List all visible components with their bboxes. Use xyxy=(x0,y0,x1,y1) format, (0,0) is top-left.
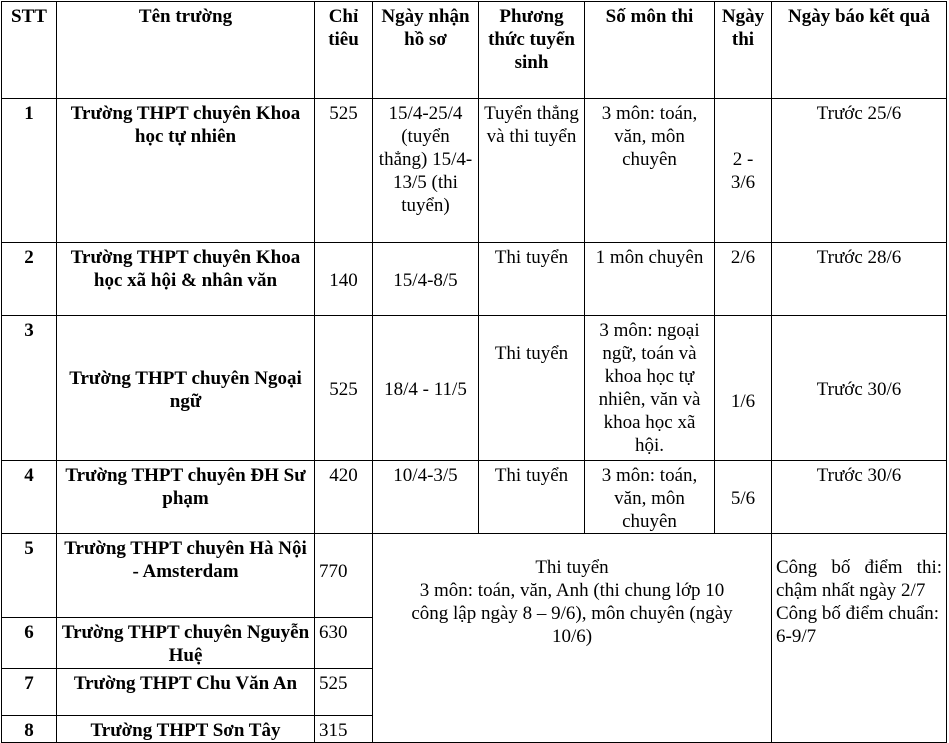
row-stt: 8 xyxy=(2,716,57,743)
header-exam-date: Ngày thi xyxy=(715,2,772,99)
row-school: Trường THPT chuyên Khoa học xã hội & nhân văn xyxy=(57,243,315,316)
merged-method-subjects xyxy=(373,534,772,743)
header-method: Phương thức tuyển sinh xyxy=(479,2,585,99)
row-stt: 3 xyxy=(2,316,57,461)
row-school: Trường THPT chuyên ĐH Sư phạm xyxy=(57,461,315,534)
row-quota: 630 xyxy=(315,618,373,669)
header-result-date: Ngày báo kết quả xyxy=(772,2,947,99)
merged-result-line1: Công bố điểm thi: chậm nhất ngày 2/7 xyxy=(776,557,942,601)
header-dates: Ngày nhận hồ sơ xyxy=(373,2,479,99)
admission-table xyxy=(1,1,947,743)
row-quota: 525 xyxy=(315,669,373,716)
row-dates: 10/4-3/5 xyxy=(373,461,479,534)
row-school: Trường THPT chuyên Khoa học tự nhiên xyxy=(57,99,315,243)
merged-result-line2: Công bố điểm chuẩn: 6-9/7 xyxy=(776,603,940,647)
row-method: Thi tuyển xyxy=(479,243,585,316)
row-subjects: 1 môn chuyên xyxy=(585,243,715,316)
header-row xyxy=(2,2,947,99)
row-result-date: Trước 30/6 xyxy=(772,461,947,534)
table-row xyxy=(2,316,947,461)
row-stt: 2 xyxy=(2,243,57,316)
row-method: Tuyển thẳng và thi tuyển xyxy=(479,99,585,243)
row-exam-date: 1/6 xyxy=(715,316,772,461)
row-exam-date: 2/6 xyxy=(715,243,772,316)
row-school: Trường THPT chuyên Hà Nội - Amsterdam xyxy=(57,534,315,618)
row-school: Trường THPT Chu Văn An xyxy=(57,669,315,716)
table-row xyxy=(2,461,947,534)
row-subjects: 3 môn: toán, văn, môn chuyên xyxy=(585,99,715,243)
table-row xyxy=(2,99,947,243)
row-stt: 1 xyxy=(2,99,57,243)
row-subjects: 3 môn: ngoại ngữ, toán và khoa học tự nhiên, văn và khoa học xã hội. xyxy=(585,316,715,461)
row-method: Thi tuyển xyxy=(479,461,585,534)
row-exam-date: 5/6 xyxy=(715,461,772,534)
row-stt: 5 xyxy=(2,534,57,618)
row-quota: 315 xyxy=(315,716,373,743)
merged-method: Thi tuyển xyxy=(535,557,609,578)
row-stt: 7 xyxy=(2,669,57,716)
row-exam-date: 2 - 3/6 xyxy=(715,99,772,243)
row-dates: 15/4-8/5 xyxy=(373,243,479,316)
header-stt: STT xyxy=(2,2,57,99)
row-school: Trường THPT chuyên Nguyễn Huệ xyxy=(57,618,315,669)
row-quota: 420 xyxy=(315,461,373,534)
row-dates: 15/4-25/4 (tuyển thẳng) 15/4-13/5 (thi tuyển) xyxy=(373,99,479,243)
row-result-date: Trước 30/6 xyxy=(772,316,947,461)
row-quota: 525 xyxy=(315,99,373,243)
table-row xyxy=(2,534,947,618)
header-subjects: Số môn thi xyxy=(585,2,715,99)
row-subjects: 3 môn: toán, văn, môn chuyên xyxy=(585,461,715,534)
row-school: Trường THPT Sơn Tây xyxy=(57,716,315,743)
row-quota: 525 xyxy=(315,316,373,461)
row-result-date: Trước 28/6 xyxy=(772,243,947,316)
row-school: Trường THPT chuyên Ngoại ngữ xyxy=(57,316,315,461)
merged-subjects: 3 môn: toán, văn, Anh (thi chung lớp 10 công lập ngày 8 – 9/6), môn chuyên (ngày 10/6) xyxy=(411,580,733,647)
row-result-date: Trước 25/6 xyxy=(772,99,947,243)
row-stt: 6 xyxy=(2,618,57,669)
header-school: Tên trường xyxy=(57,2,315,99)
row-method: Thi tuyển xyxy=(479,316,585,461)
row-stt: 4 xyxy=(2,461,57,534)
header-quota: Chỉ tiêu xyxy=(315,2,373,99)
merged-result-date xyxy=(772,534,947,743)
row-quota: 770 xyxy=(315,534,373,618)
row-quota: 140 xyxy=(315,243,373,316)
row-dates: 18/4 - 11/5 xyxy=(373,316,479,461)
table-row xyxy=(2,243,947,316)
